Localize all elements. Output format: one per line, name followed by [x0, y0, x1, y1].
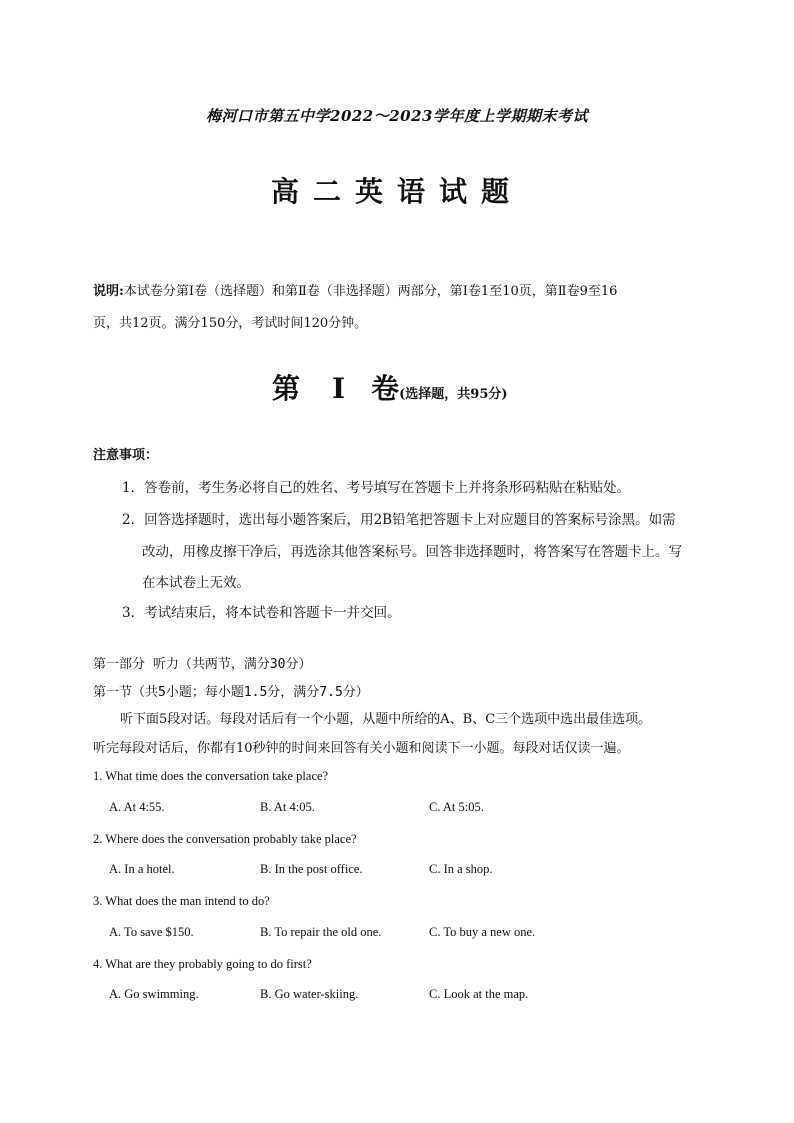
question-1-option-c: C. At 5:05.	[429, 800, 484, 814]
question-2-option-b: B. In the post office.	[260, 862, 363, 876]
instructions-line-2: 页，共12页。满分150分，考试时间120分钟。	[93, 316, 368, 331]
question-4-stem: 4. What are they probably going to do first?	[93, 957, 312, 971]
volume-title	[272, 367, 508, 407]
school-exam-title: 梅河口市第五中学2022～2023学年度上学期期末考试	[206, 107, 588, 125]
instructions-line-1	[93, 280, 617, 299]
question-3-option-a: A. To save $150.	[109, 925, 194, 939]
question-4-option-b: B. Go water-skiing.	[260, 987, 359, 1001]
question-3-option-b: B. To repair the old one.	[260, 925, 382, 939]
volume-suffix: 卷	[371, 372, 400, 405]
instructions-text-1: 本试卷分第Ⅰ卷（选择题）和第Ⅱ卷（非选择题）两部分，第Ⅰ卷1至10页，第Ⅱ卷9至16	[123, 284, 618, 299]
question-2-option-a: A. In a hotel.	[109, 862, 175, 876]
attention-item-2-line-3: 在本试卷上无效。	[142, 575, 250, 591]
attention-item-3: 3．考试结束后，将本试卷和答题卡一并交回。	[122, 605, 401, 621]
question-4-option-c: C. Look at the map.	[429, 987, 529, 1001]
question-1-option-b: B. At 4:05.	[260, 800, 315, 814]
listening-intro-line-2: 听完每段对话后，你都有10秒钟的时间来回答有关小题和阅读下一小题。每段对话仅读一遍。	[93, 741, 630, 756]
question-1-stem: 1. What time does the conversation take place?	[93, 769, 329, 783]
attention-item-1: 1．答卷前，考生务必将自己的姓名、考号填写在答题卡上并将条形码粘贴在粘贴处。	[122, 480, 631, 496]
listening-intro-line-1: 听下面5段对话。每段对话后有一个小题，从题中所给的A、B、C三个选项中选出最佳选项。	[120, 712, 652, 727]
question-3-stem: 3. What does the man intend to do?	[93, 894, 270, 908]
volume-number: I	[332, 372, 346, 405]
question-4-option-a: A. Go swimming.	[109, 987, 199, 1001]
instructions-label: 说明:	[93, 284, 124, 299]
attention-item-2-line-1: 2．回答选择题时，选出每小题答案后，用2B铅笔把答题卡上对应题目的答案标号涂黑。如需	[122, 512, 676, 528]
paper-title: 高二英语试题	[270, 175, 523, 208]
attention-heading: 注意事项：	[93, 448, 159, 463]
part-title: 第一部分 听力（共两节，满分30分）	[93, 657, 312, 672]
question-2-option-c: C. In a shop.	[429, 862, 493, 876]
volume-subtitle: (选择题，共95分)	[399, 387, 508, 402]
question-3-option-c: C. To buy a new one.	[429, 925, 536, 939]
question-1-option-a: A. At 4:55.	[109, 800, 165, 814]
volume-prefix: 第	[272, 372, 301, 405]
attention-item-2-line-2: 改动，用橡皮擦干净后，再选涂其他答案标号。回答非选择题时，将答案写在答题卡上。写	[142, 544, 682, 560]
section-title: 第一节（共5小题；每小题1.5分，满分7.5分）	[93, 685, 369, 700]
question-2-stem: 2. Where does the conversation probably take place?	[93, 832, 357, 846]
